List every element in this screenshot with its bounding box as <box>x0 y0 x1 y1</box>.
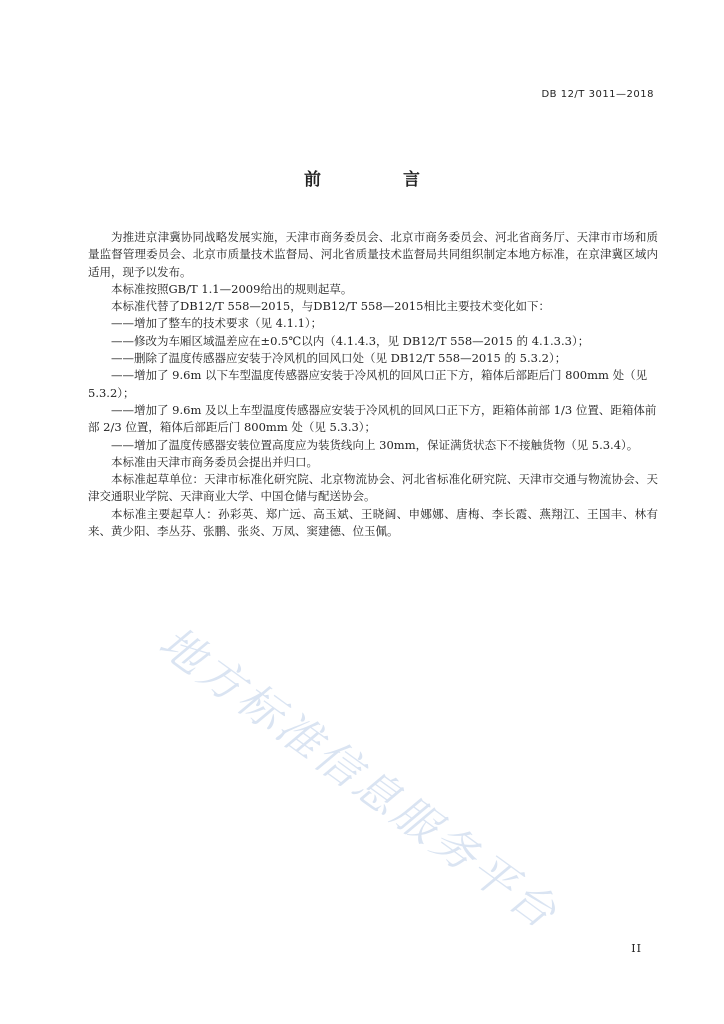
change-item: ——增加了整车的技术要求（见 4.1.1）； <box>111 316 323 331</box>
replaces-paragraph: 本标准代替了DB12/T 558—2015，与DB12/T 558—2015相比主要技术变化如下： <box>111 299 550 314</box>
drafters-paragraph: 本标准主要起草人：孙彩英、郑广远、高玉斌、王晓阔、申娜娜、唐梅、李长霞、燕翔江、王国丰、林有来、黄少阳、李丛芬、张鹏、张炎、万凤、窦建德、位玉佩。 <box>88 506 658 539</box>
page-number: II <box>631 942 642 955</box>
drafting-units-paragraph: 本标准起草单位：天津市标准化研究院、北京物流协会、河北省标准化研究院、天津市交通与物流协会、天津交通职业学院、天津商业大学、中国仓储与配送协会。 <box>88 472 658 504</box>
page-title: 前 言 <box>304 170 458 190</box>
intro-paragraph: 为推进京津冀协同战略发展实施，天津市商务委员会、北京市商务委员会、河北省商务厅、天津市市场和质量监督管理委员会、北京市质量技术监督局、河北省质量技术监督局共同组织制定本地方标准，在京津冀区域内适用，现予以发布。 <box>88 230 658 279</box>
rules-paragraph: 本标准按照GB/T 1.1—2009给出的规则起草。 <box>111 281 353 296</box>
change-item: ——增加了 9.6m 及以上车型温度传感器应安装于冷风机的回风口正下方，距箱体前部 1/3 位置、距箱体前部 2/3 位置，箱体后部距后门 800mm 处（见 5.3.3）； <box>88 402 657 435</box>
watermark: 地方标准信息服务平台 <box>149 616 568 941</box>
foreword-body <box>88 229 658 540</box>
proposer-paragraph: 本标准由天津市商务委员会提出并归口。 <box>111 454 318 469</box>
standard-code: DB 12/T 3011—2018 <box>541 89 654 100</box>
change-item: ——增加了 9.6m 以下车型温度传感器应安装于冷风机的回风口正下方，箱体后部距后门 800mm 处（见 5.3.2）； <box>88 368 648 400</box>
change-item: ——删除了温度传感器应安装于冷风机的回风口处（见 DB12/T 558—2015 的 5.3.2）； <box>111 351 567 366</box>
change-item: ——修改为车厢区域温差应在±0.5℃以内（4.1.4.3，见 DB12/T 558—2015 的 4.1.3.3）； <box>111 333 590 348</box>
change-item: ——增加了温度传感器安装位置高度应为装货线向上 30mm，保证满货状态下不接触货物（见 5.3.4）。 <box>111 437 639 452</box>
